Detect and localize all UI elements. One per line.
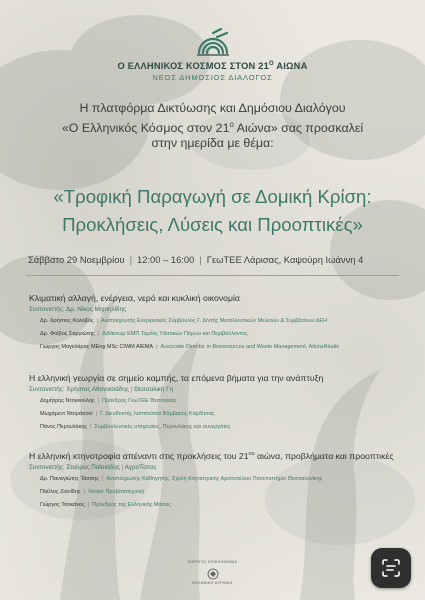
speaker-row: Γιώργος Τσοκάνος | Πρόεδρος της Ελληνικής Μάσας	[40, 501, 171, 508]
speaker-row: Γιώργος Μαγκλάρας MEng MSc CIWM AIEMA | Associate Director in Bioresources and Waste Management, AtkinsRéalis	[40, 343, 339, 350]
event-date: Σάββατο 29 Νοεμβρίου	[28, 254, 125, 265]
panel-moderator: Συντονιστής: Σταύρος Παϊσιάδης | ΑγροΤύπος	[29, 464, 157, 471]
speaker-row: Παύλος Ζιανίδης | Venter Προβατοτεχνική	[40, 488, 145, 495]
panel-title: Η ελληνική κτηνοτροφία απέναντι στις προκλήσεις του $21^{o\upsilon}$ αιώνα, προβλήματα και προοπτικές	[29, 451, 394, 461]
organization-subtitle: ΝΕΟΣ ΔΗΜΟΣΙΟΣ ΔΙΑΛΟΓΟΣ	[152, 73, 273, 82]
sponsor-logo-icon	[185, 567, 241, 581]
panel-title: Κλιματική αλλαγή, ενέργεια, νερό και κυκλική οικονομία	[29, 293, 240, 303]
speaker-row: Δρ. Χρήστος Κολοβός | Αναπληρωτής Ενεργειακός Σύμβουλος Γ. Δ/ντής Μεταλλευτικών Μελετών & Συμβάσεων ΔΕΗ	[40, 318, 328, 324]
sponsor-label: ΧΟΡΗΓΟΣ ΕΠΙΚΟΙΝΩΝΙΑΣ	[187, 560, 238, 564]
invitation-text: Η πλατφόρμα Δικτύωσης και Δημόσιου Διαλόγου «Ο Ελληνικός Κόσμος στον $21^o$ Αιώνα» σας προσκαλεί στην ημερίδα με θέμα:	[61, 101, 364, 151]
panel-title: Η ελληνική γεωργία σε σημείο καμπής, τα επόμενα βήματα για την ανάπτυξη	[29, 373, 324, 383]
speaker-row: Πάνος Περουλάκης | Συμβουλευτικές υπηρεσίες, Περουλάκης και συνεργάτες	[40, 423, 231, 430]
divider	[26, 275, 399, 276]
panel-moderator: Συντονιστής: Δρ. Νίκος Μιχαηλίδης	[29, 306, 127, 313]
speaker-row: Δρ. Φοίβος Σαργιώτης | Διδάκτωρ ΕΜΠ Τομέας Υδατικών Πόρων και Περιβάλλοντος	[40, 330, 248, 337]
panel-section-3	[29, 451, 409, 511]
speaker-row: Δημήτρης Ντογκούλης | Πρόεδρος ΓεωΤΕΕ Θεσσαλίας	[40, 398, 177, 404]
panel-section-1	[29, 293, 409, 353]
panel-moderator: Συντονιστής: Χρήστος Αθανασιάδης | Θεσσαλική Γη	[29, 386, 174, 393]
panel-section-2	[29, 373, 409, 433]
event-title: «Τροφική Παραγωγή σε Δομική Κρίση: Προκλήσεις, Λύσεις και Προοπτικές»	[53, 186, 372, 235]
scan-text-icon	[381, 558, 401, 578]
organization-name: Ο ΕΛΛΗΝΙΚΟΣ ΚΟΣΜΟΣ ΣΤΟΝ $21^O$ ΑΙΩΝΑ	[117, 61, 308, 72]
speaker-row: Μωχάμεντ Ντοράσσεϊ | Γ. Διευθυντής Ινστιτούτου Βάμβακος Καρδίτσας	[40, 410, 215, 417]
event-time: 12:00 – 16:00	[137, 254, 195, 265]
event-venue: ΓεωΤΕΕ Λάρισας, Καψούρη Ιωάννη 4	[206, 254, 364, 265]
speaker-row: Δρ. Παναγιώτης Τάσσης | Αναπληρωτής Καθηγητής, Σχολή Κτηνιατρικής Αριστοτέλειο Πανεπιστήμιο Θεσσαλονίκης	[40, 476, 323, 482]
scan-text-button[interactable]	[371, 548, 411, 588]
sponsor-name: ΕΛΛΗΝΙΚΗ ΚΥΡΙΑΚΗ	[192, 581, 233, 585]
event-details: Σάββατο 29 Νοεμβρίου | 12:00 – 16:00 | ΓεωΤΕΕ Λάρισας, Καψούρη Ιωάννη 4	[28, 254, 364, 265]
organization-logo-icon	[195, 27, 231, 57]
